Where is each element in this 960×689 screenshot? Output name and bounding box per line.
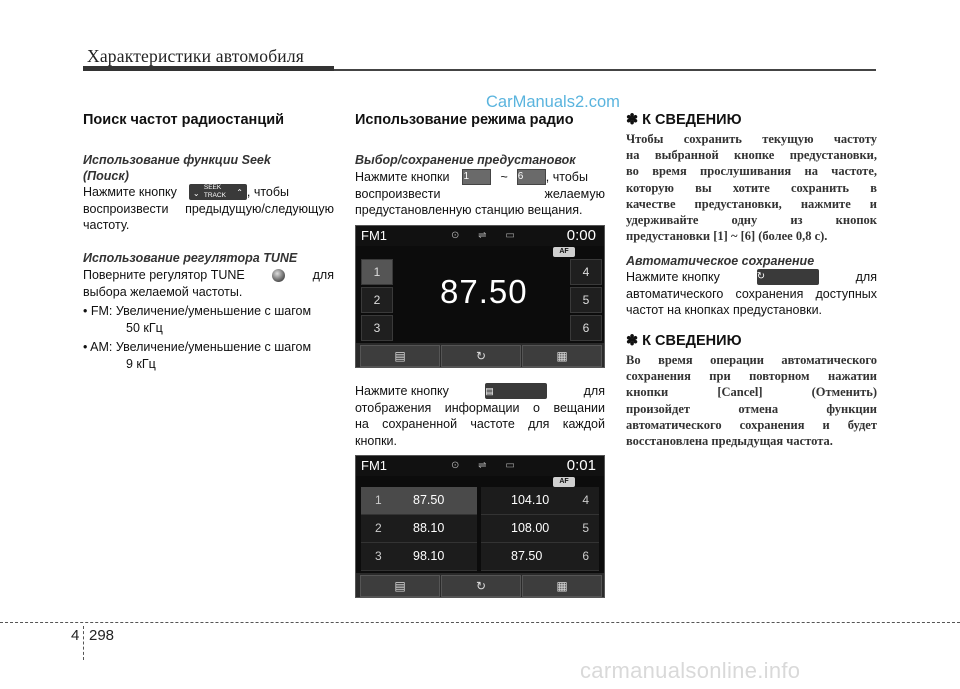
subheading-presets: Выбор/сохранение предустановок	[355, 153, 576, 167]
info-list-icon: ▤	[360, 575, 440, 597]
note-1-line: предустановки [1] ~ [6] (более 0,8 с).	[626, 229, 828, 244]
info-text-line2: отображения информации о вещании	[355, 400, 605, 415]
info-text-line3: на сохраненной частоте для каждой	[355, 417, 605, 431]
presets-paragraph	[355, 169, 605, 219]
note-1-line: во время прослушивания на частоте,	[626, 164, 877, 179]
clock: 0:00	[566, 227, 596, 244]
autostore-text-a: Нажмите кнопку	[626, 270, 720, 284]
chapter-title: Характеристики автомобиля	[87, 46, 305, 66]
seek-track-button: ⌄ SEEK TRACK ⌃	[189, 184, 247, 200]
preset-list-row: 87.50 6	[481, 543, 599, 571]
note-2-line: Во время операции автоматического	[626, 353, 877, 367]
radio-screen-frequency	[355, 225, 605, 368]
am-step-line: • AM: Увеличение/уменьшение с шагом	[83, 340, 312, 354]
preset-5: 5	[570, 287, 602, 313]
note-1-line: которую вы хотите сохранить в	[626, 180, 877, 195]
tune-text-line2: выбора желаемой частоты.	[83, 284, 243, 299]
autostore-button-icon: ↻	[757, 269, 819, 285]
note-2-line: восстановлена предыдущая частота.	[626, 434, 833, 449]
autostore-text-b: для	[855, 270, 877, 284]
band-label: FM1	[361, 228, 387, 243]
presets-text-a: Нажмите кнопки	[355, 170, 450, 184]
watermark-bottom: carmanualsonline.info	[580, 658, 801, 683]
seek-text-line3: частоту.	[83, 218, 130, 232]
note-2-line: произойдет отмена функции	[626, 401, 877, 416]
preset-list-row: 3 98.10	[361, 543, 477, 571]
status-icons: ⊙ ⇌ ▭	[451, 460, 523, 471]
info-text-line4: кнопки.	[355, 433, 398, 448]
chevron-down-icon: ⌄	[192, 189, 200, 199]
subheading-autostore: Автоматическое сохранение	[626, 254, 815, 268]
af-badge: AF	[553, 247, 575, 257]
preset-list-row: 2 88.10	[361, 515, 477, 543]
note-2-line: сохранения при повторном нажатии	[626, 369, 877, 384]
tune-knob-icon	[272, 269, 285, 282]
menu-grid-icon: ▦	[522, 575, 602, 597]
tilde: ~	[500, 170, 508, 184]
footer-rule	[0, 622, 960, 623]
preset-list-row: 104.10 4	[481, 487, 599, 515]
header-rule	[334, 69, 876, 71]
af-badge: AF	[553, 477, 575, 487]
seek-text-a: Нажмите кнопку	[83, 185, 177, 199]
autostore-text-line3: частот на кнопках предустановки.	[626, 303, 823, 317]
subheading-seek: Использование функции Seek (Поиск)	[83, 153, 271, 183]
note-1-line: на выбранной кнопке предустановки,	[626, 148, 877, 163]
clock: 0:01	[566, 457, 596, 474]
note-1-line: Чтобы сохранить текущую частоту	[626, 132, 877, 146]
preset-list-row: 1 87.50	[361, 487, 477, 515]
subheading-tune: Использование регулятора TUNE	[83, 251, 298, 265]
screen-bottom-bar	[356, 573, 604, 597]
current-frequency: 87.50	[440, 273, 528, 310]
seek-text-b: , чтобы	[246, 185, 290, 199]
note-heading-1: ✽ К СВЕДЕНИЮ	[626, 112, 742, 128]
preset-4: 4	[570, 259, 602, 285]
preset-3: 3	[361, 315, 393, 341]
am-step-value: 9 кГц	[126, 356, 156, 371]
status-icons: ⊙ ⇌ ▭	[451, 230, 523, 241]
note-2-line: автоматического сохранения и будет	[626, 417, 877, 432]
preset-list-row: 108.00 5	[481, 515, 599, 543]
autostore-icon: ↻	[441, 345, 521, 367]
preset-6-button: 6	[517, 169, 546, 185]
section-heading-seek-tune: Поиск частот радиостанций	[83, 112, 285, 128]
chevron-up-icon: ⌃	[236, 188, 243, 198]
preset-2: 2	[361, 287, 393, 313]
seek-paragraph	[83, 184, 334, 234]
autostore-text-line2: автоматического сохранения доступных	[626, 286, 877, 301]
info-text-b: для	[583, 384, 605, 398]
preset-1: 1	[361, 259, 393, 285]
section-heading-radio-mode: Использование режима радио	[355, 112, 574, 128]
radio-screen-preset-list	[355, 455, 605, 598]
preset-1-button: 1	[462, 169, 491, 185]
header-bar	[83, 66, 334, 71]
info-list-icon: ▤	[360, 345, 440, 367]
chapter-number: 4	[71, 627, 80, 644]
autostore-paragraph	[626, 269, 877, 319]
presets-text-line3: предустановленную станцию вещания.	[355, 203, 583, 217]
tune-paragraph	[83, 267, 334, 372]
fm-step-value: 50 кГц	[126, 320, 163, 335]
tune-text-a: Поверните регулятор TUNE	[83, 268, 245, 282]
info-paragraph	[355, 383, 605, 449]
menu-grid-icon: ▦	[522, 345, 602, 367]
info-list-button-icon: ▤	[485, 383, 547, 399]
note-1-body	[626, 131, 877, 244]
presets-text-line2: воспроизвести желаемую	[355, 186, 605, 201]
screen-bottom-bar	[356, 343, 604, 367]
fm-step-line: • FM: Увеличение/уменьшение с шагом	[83, 304, 312, 318]
watermark-top[interactable]: CarManuals2.com	[486, 93, 620, 111]
info-text-a: Нажмите кнопку	[355, 384, 449, 398]
note-heading-2: ✽ К СВЕДЕНИЮ	[626, 333, 742, 349]
presets-text-b: , чтобы	[545, 170, 588, 184]
note-2-line: кнопки [Cancel] (Отменить)	[626, 385, 877, 400]
tune-text-b: для	[312, 268, 334, 282]
seek-text-line2: воспроизвести предыдущую/следующую	[83, 201, 334, 216]
note-2-body	[626, 352, 877, 449]
autostore-icon: ↻	[441, 575, 521, 597]
note-1-line: качестве предустановки, нажмите и	[626, 196, 877, 211]
page-number: 298	[89, 627, 115, 644]
band-label: FM1	[361, 458, 387, 473]
note-1-line: удерживайте одну из кнопок	[626, 213, 877, 228]
footer-separator	[83, 626, 84, 660]
preset-6: 6	[570, 315, 602, 341]
